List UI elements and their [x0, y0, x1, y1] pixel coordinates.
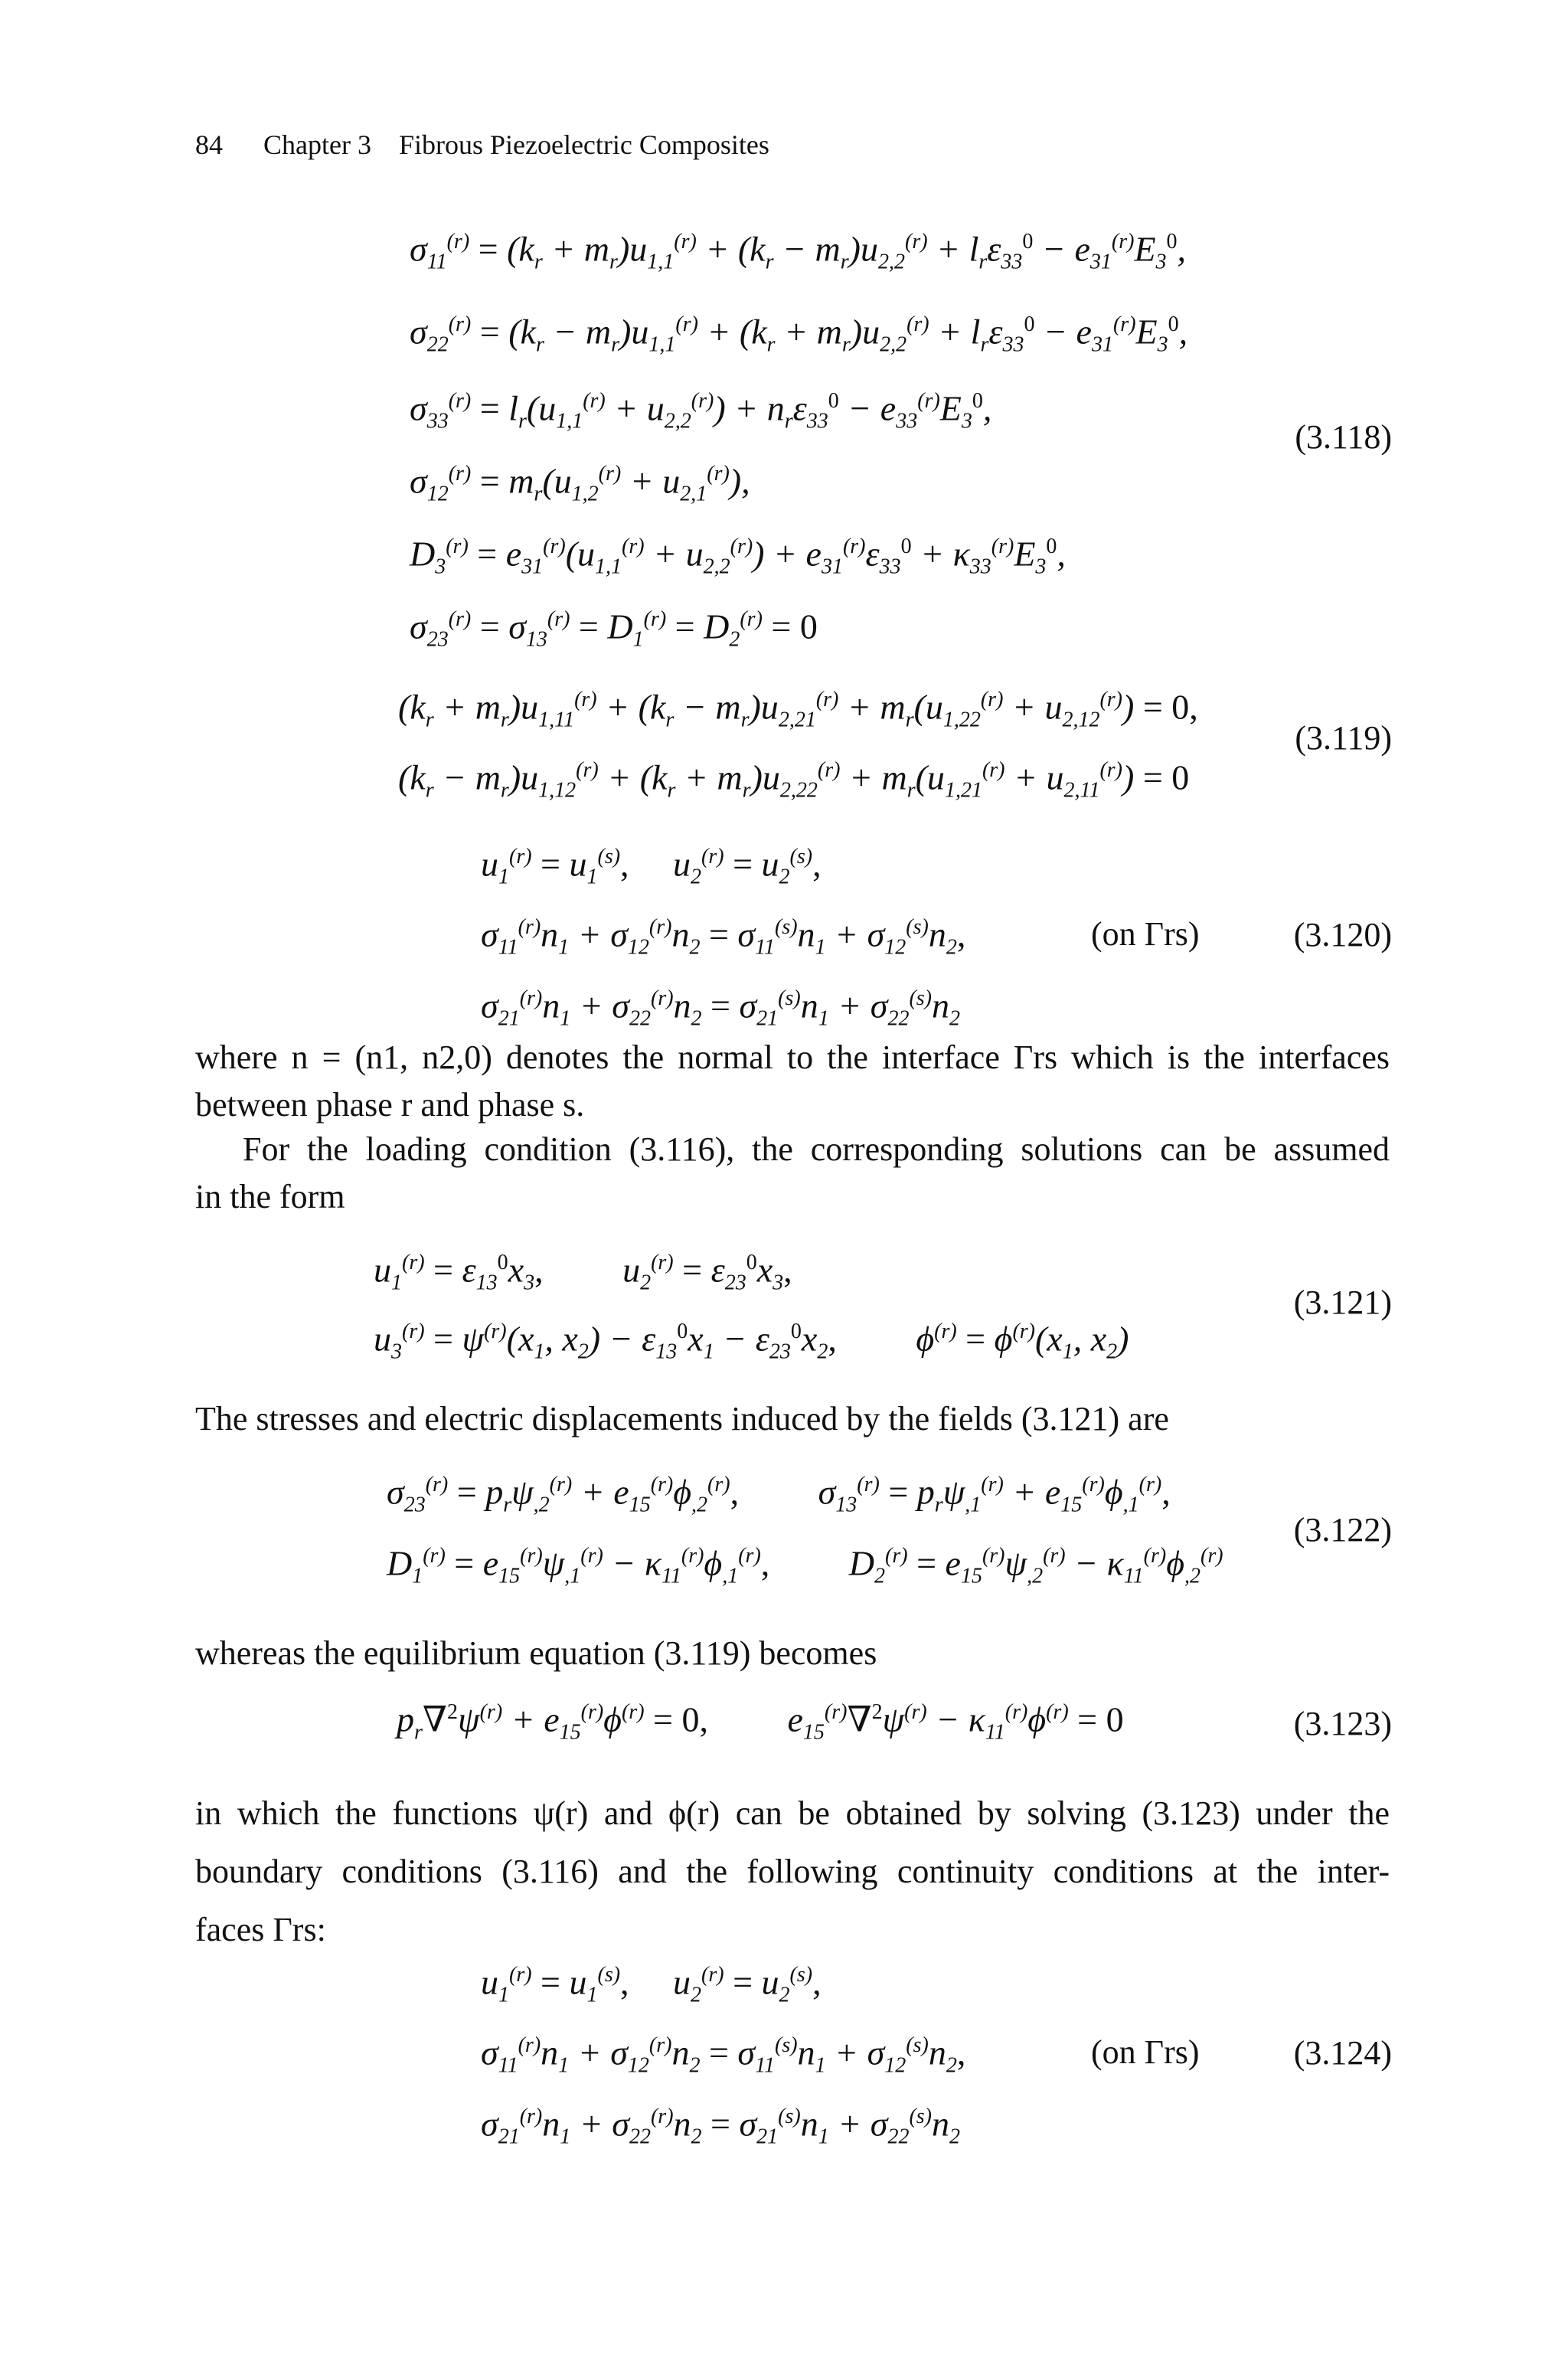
- equation-3-122-line-2: $D_1^{(r)} = e_{15}^{(r)}\psi_{,1}^{(r)} - \kappa_{11}^{(r)}\phi_{,1}^{(r)}$, $D_2^{(r)} = e_{15}^{(r)}\psi_{,2}^{(r)} - \kappa_{11}^{(r)}\phi_{,2}^{(r)}$: [387, 1543, 1223, 1588]
- equation-number-3-119: (3.119): [1295, 719, 1392, 757]
- paragraph-functions-line-2: boundary conditions (3.116) and the following continuity conditions at the inter-: [195, 1853, 1390, 1890]
- equation-number-3-123: (3.123): [1293, 1705, 1392, 1742]
- paragraph-interface-normal-line-1: where n = (n1, n2,0) denotes the normal to the interface Γrs which is the interfaces: [195, 1039, 1390, 1076]
- paragraph-loading-condition: [195, 1126, 1390, 1221]
- running-title: Chapter 3 Fibrous Piezoelectric Composites: [263, 129, 769, 160]
- paragraph-loading-condition-line-2: in the form: [195, 1178, 345, 1215]
- equation-3-120-line-2: $\sigma_{11}^{(r)}n_1 + \sigma_{12}^{(r)}n_2 = \sigma_{11}^{(s)}n_1 + \sigma_{12}^{(s)}n_2$,: [481, 914, 966, 960]
- equation-3-124-line-1: $u_1^{(r)} = u_1^{(s)}$, $u_2^{(r)} = u_2^{(s)}$,: [481, 1962, 822, 2007]
- equation-number-3-120: (3.120): [1293, 916, 1392, 953]
- condition-on-gamma-rs-3-124: (on Γrs): [1091, 2033, 1200, 2071]
- paragraph-functions: [195, 1784, 1390, 1959]
- condition-on-gamma-rs-3-120: (on Γrs): [1091, 915, 1200, 953]
- equation-number-3-122: (3.122): [1293, 1511, 1392, 1549]
- page-number: 84: [195, 129, 223, 160]
- equation-3-119-line-1: $(k_r + m_r)u_{1,11}^{(r)} + (k_r - m_r)u_{2,21}^{(r)} + m_r(u_{1,22}^{(r)} + u_{2,12}^{(r)}) = 0$,: [398, 687, 1198, 732]
- equation-3-118-line-6: $\sigma_{23}^{(r)} = \sigma_{13}^{(r)} = D_1^{(r)} = D_2^{(r)} = 0$: [410, 607, 818, 652]
- equation-number-3-121: (3.121): [1293, 1284, 1392, 1321]
- paragraph-functions-line-1: in which the functions ψ(r) and ϕ(r) can be obtained by solving (3.123) under the: [195, 1794, 1390, 1832]
- paragraph-loading-condition-line-1: For the loading condition (3.116), the corresponding solutions can be assumed: [243, 1130, 1390, 1168]
- equation-3-118-line-2: $\sigma_{22}^{(r)} = (k_r - m_r)u_{1,1}^{(r)} + (k_r + m_r)u_{2,2}^{(r)} + l_r\varepsilon_{33}^0 - e_{31}^{(r)}E_3^0$,: [410, 312, 1188, 357]
- equation-3-124-line-3: $\sigma_{21}^{(r)}n_1 + \sigma_{22}^{(r)}n_2 = \sigma_{21}^{(s)}n_1 + \sigma_{22}^{(s)}n_2$: [481, 2104, 960, 2149]
- equation-number-3-124: (3.124): [1293, 2034, 1392, 2072]
- equation-3-118-line-1: $\sigma_{11}^{(r)} = (k_r + m_r)u_{1,1}^{(r)} + (k_r - m_r)u_{2,2}^{(r)} + l_r\varepsilon_{33}^0 - e_{31}^{(r)}E_3^0$,: [410, 229, 1187, 274]
- paragraph-functions-line-3: faces Γrs:: [195, 1911, 326, 1948]
- paragraph-equilibrium: [195, 1630, 1390, 1677]
- paragraph-equilibrium-line: whereas the equilibrium equation (3.119) becomes: [195, 1634, 877, 1672]
- equation-3-119-line-2: $(k_r - m_r)u_{1,12}^{(r)} + (k_r + m_r)u_{2,22}^{(r)} + m_r(u_{1,21}^{(r)} + u_{2,11}^{(r)}) = 0$: [398, 757, 1190, 803]
- equation-3-123: $p_r\nabla^2\psi^{(r)} + e_{15}^{(r)}\phi^{(r)} = 0$, $e_{15}^{(r)}\nabla^2\psi^{(r)} - \kappa_{11}^{(r)}\phi^{(r)} = 0$: [397, 1699, 1124, 1745]
- paragraph-interface-normal-line-2: between phase r and phase s.: [195, 1086, 585, 1124]
- equation-3-118-line-5: $D_3^{(r)} = e_{31}^{(r)}(u_{1,1}^{(r)} + u_{2,2}^{(r)}) + e_{31}^{(r)}\varepsilon_{33}^0 + \kappa_{33}^{(r)}E_3^0$,: [410, 534, 1066, 579]
- equation-3-118-line-4: $\sigma_{12}^{(r)} = m_r(u_{1,2}^{(r)} + u_{2,1}^{(r)})$,: [410, 461, 750, 506]
- equation-3-120-line-3: $\sigma_{21}^{(r)}n_1 + \sigma_{22}^{(r)}n_2 = \sigma_{21}^{(s)}n_1 + \sigma_{22}^{(s)}n_2$: [481, 986, 960, 1031]
- page-header: [195, 129, 769, 161]
- equation-3-120-line-1: $u_1^{(r)} = u_1^{(s)}$, $u_2^{(r)} = u_2^{(s)}$,: [481, 844, 822, 889]
- equation-3-122-line-1: $\sigma_{23}^{(r)} = p_r\psi_{,2}^{(r)} + e_{15}^{(r)}\phi_{,2}^{(r)}$, $\sigma_{13}^{(r)} = p_r\psi_{,1}^{(r)} + e_{15}^{(r)}\phi_{,1}^{(r)}$,: [387, 1472, 1171, 1517]
- equation-number-3-118: (3.118): [1295, 418, 1392, 456]
- equation-3-121-line-1: $u_1^{(r)} = \varepsilon_{13}^0x_3$, $u_2^{(r)} = \varepsilon_{23}^0x_3$,: [374, 1250, 792, 1295]
- paragraph-interface-normal: [195, 1034, 1390, 1129]
- paragraph-stresses-displacements-line: The stresses and electric displacements induced by the fields (3.121) are: [195, 1400, 1169, 1438]
- equation-3-124-line-2: $\sigma_{11}^{(r)}n_1 + \sigma_{12}^{(r)}n_2 = \sigma_{11}^{(s)}n_1 + \sigma_{12}^{(s)}n_2$,: [481, 2033, 966, 2078]
- equation-3-118-line-3: $\sigma_{33}^{(r)} = l_r(u_{1,1}^{(r)} + u_{2,2}^{(r)}) + n_r\varepsilon_{33}^0 - e_{33}^{(r)}E_3^0$,: [410, 388, 992, 433]
- equation-3-121-line-2: $u_3^{(r)} = \psi^{(r)}(x_1$, $x_2) - \varepsilon_{13}^0x_1 - \varepsilon_{23}^0x_2$, $\phi^{(r)} = \phi^{(r)}(x_1$, $x_2$): [374, 1319, 1129, 1364]
- paragraph-stresses-displacements: [195, 1395, 1390, 1443]
